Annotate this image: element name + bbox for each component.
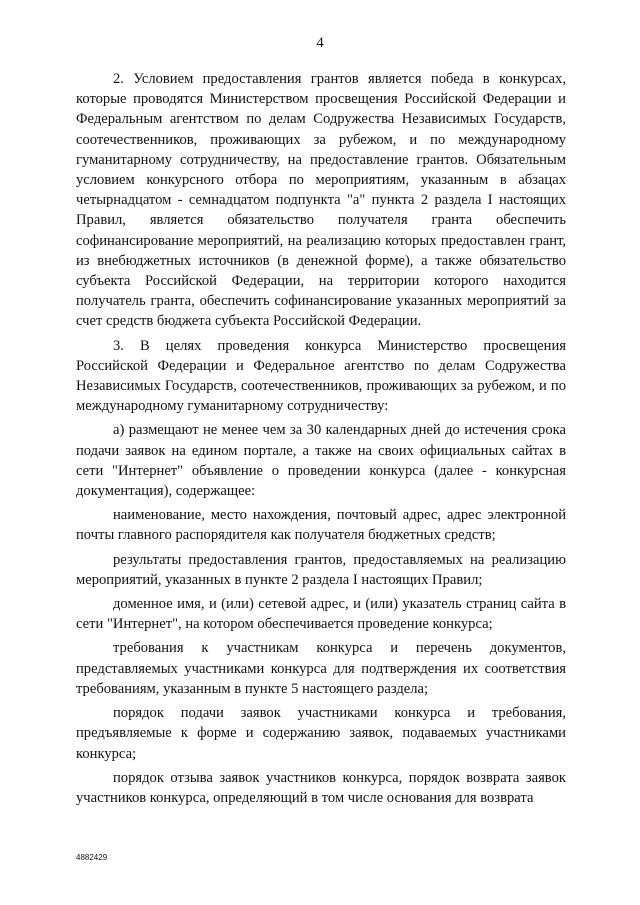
paragraph-item-results: результаты предоставления грантов, предоставляемых на реализацию мероприятий, указанных в пункте 2 раздела I настоящих Правил; xyxy=(76,551,566,588)
document-body xyxy=(76,69,566,812)
paragraph-2-grant-condition: 2. Условием предоставления грантов является победа в конкурсах, которые проводятся Министерством просвещения Российской Федерации и Федеральным агентством по делам Содружества Независимых Государств, соотечественников, проживающих за рубежом, и по международному гуманитарному сотрудничеству, на предоставление грантов. Обязательным условием конкурсного отбора по мероприятиям, указанным в абзацах четырнадцатом - семнадцатом подпункта "а" пункта 2 раздела I настоящих Правил, является обязательство получателя гранта обеспечить софинансирование мероприятий, на реализацию которых предоставлен грант, из внебюджетных источников (в денежной форме), а также обязательство субъекта Российской Федерации, на территории которого находится получатель гранта, обеспечить софинансирование указанных мероприятий за счет средств бюджета субъекта Российской Федерации. xyxy=(76,71,566,330)
paragraph-3a-announcement: а) размещают не менее чем за 30 календарных дней до истечения срока подачи заявок на едином портале, а также на своих официальных сайтах в сети "Интернет" объявление о проведении конкурса (далее - конкурсная документация), содержащее: xyxy=(76,422,566,500)
paragraph-3-competition-purpose: 3. В целях проведения конкурса Министерство просвещения Российской Федерации и Федеральное агентство по делам Содружества Независимых Государств, соотечественников, проживающих за рубежом, и по международному гуманитарному сотрудничеству: xyxy=(76,337,566,415)
page-number: 4 xyxy=(316,35,324,51)
document-code: 4882429 xyxy=(76,853,108,862)
paragraph-item-submission-order: порядок подачи заявок участниками конкурса и требования, предъявляемые к форме и содержанию заявок, подаваемых участниками конкурса; xyxy=(76,705,566,762)
paragraph-item-requirements: требования к участникам конкурса и перечень документов, представляемых участниками конкурса для подтверждения их соответствия требованиям, указанным в пункте 5 настоящего раздела; xyxy=(76,640,566,697)
paragraph-item-domain: доменное имя, и (или) сетевой адрес, и (или) указатель страниц сайта в сети "Интернет", на котором обеспечивается проведение конкурса; xyxy=(76,596,566,633)
paragraph-item-withdrawal-order: порядок отзыва заявок участников конкурса, порядок возврата заявок участников конкурса, определяющий в том числе основания для возврата xyxy=(76,769,566,806)
paragraph-item-name-address: наименование, место нахождения, почтовый адрес, адрес электронной почты главного распорядителя как получателя бюджетных средств; xyxy=(76,507,566,544)
